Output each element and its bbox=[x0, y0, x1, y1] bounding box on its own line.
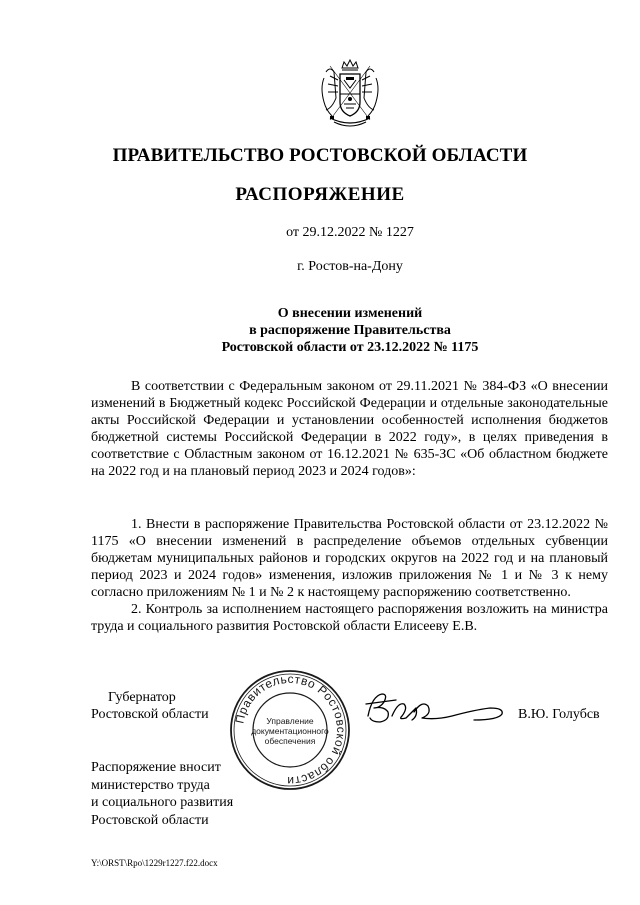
svg-text:обеспечения: обеспечения bbox=[264, 736, 316, 746]
resolution-item-1: 1. Внести в распоряжение Правительства Ростовской области от 23.12.2022 № 1175 «О внесении изменений в распределение объемов отдельных субвенции бюджетам муниципальных районов и городских округов на 2022 год и на плановый период 2023 и 2024 годов» изменения, изложив приложения № 1 и № 3 к нему согласно приложениям № 1 и № 2 к настоящему распоряжению соответственно. bbox=[91, 517, 608, 600]
submitter-line: министерство труда bbox=[91, 777, 210, 793]
subject-line: в распоряжение Правительства bbox=[249, 323, 451, 338]
signer-role-line1: Губернатор bbox=[108, 690, 176, 705]
submitter-line: Распоряжение вносит bbox=[91, 760, 221, 775]
signer-name: В.Ю. Голубсв bbox=[518, 707, 600, 722]
document-subject bbox=[0, 305, 640, 356]
svg-text:Правительство Ростовской облас: Правительство Ростовской области bbox=[232, 671, 349, 789]
rostov-region-coat-of-arms-icon bbox=[316, 58, 384, 130]
submitter-line: Ростовской области bbox=[91, 812, 209, 828]
resolution-items bbox=[91, 516, 608, 635]
official-stamp-seal bbox=[228, 668, 352, 792]
government-title: ПРАВИТЕЛЬСТВО РОСТОВСКОЙ ОБЛАСТИ bbox=[112, 145, 528, 166]
preamble-paragraph: В соответствии с Федеральным законом от 29.11.2021 № 384-ФЗ «О внесении изменений в Бюджетный кодекс Российской Федерации и отдельные законодательные акты Российской Федерации и установлении особенностей исполнения бюджетов бюджетной системы Российской Федерации в 2022 году», в целях приведения в соответствие с Областным законом от 16.12.2021 № 635-ЗС «Об областном бюджете на 2022 год и на плановый период 2023 и 2024 годов»: bbox=[91, 379, 608, 479]
file-path-footer: Y:\ORST\Rpo\1229r1227.f22.docx bbox=[91, 858, 218, 868]
svg-text:документационного: документационного bbox=[251, 726, 329, 736]
submitter-line: и социального развития bbox=[91, 795, 234, 810]
preamble-section bbox=[91, 378, 608, 480]
subject-line: О внесении изменений bbox=[277, 306, 423, 321]
document-date-number: от 29.12.2022 № 1227 bbox=[286, 225, 414, 240]
resolution-item-2: 2. Контроль за исполнением настоящего распоряжения возложить на министра труда и социального развития Ростовской области Елисееву Е.В. bbox=[91, 602, 608, 634]
document-type: РАСПОРЯЖЕНИЕ bbox=[235, 184, 405, 205]
svg-text:Управление: Управление bbox=[266, 716, 314, 726]
subject-line: Ростовской области от 23.12.2022 № 1175 bbox=[221, 340, 479, 355]
document-city: г. Ростов-на-Дону bbox=[297, 259, 403, 274]
submitter-block bbox=[91, 759, 233, 829]
handwritten-signature-icon bbox=[362, 686, 510, 730]
signer-role-line2: Ростовской области bbox=[91, 707, 209, 722]
